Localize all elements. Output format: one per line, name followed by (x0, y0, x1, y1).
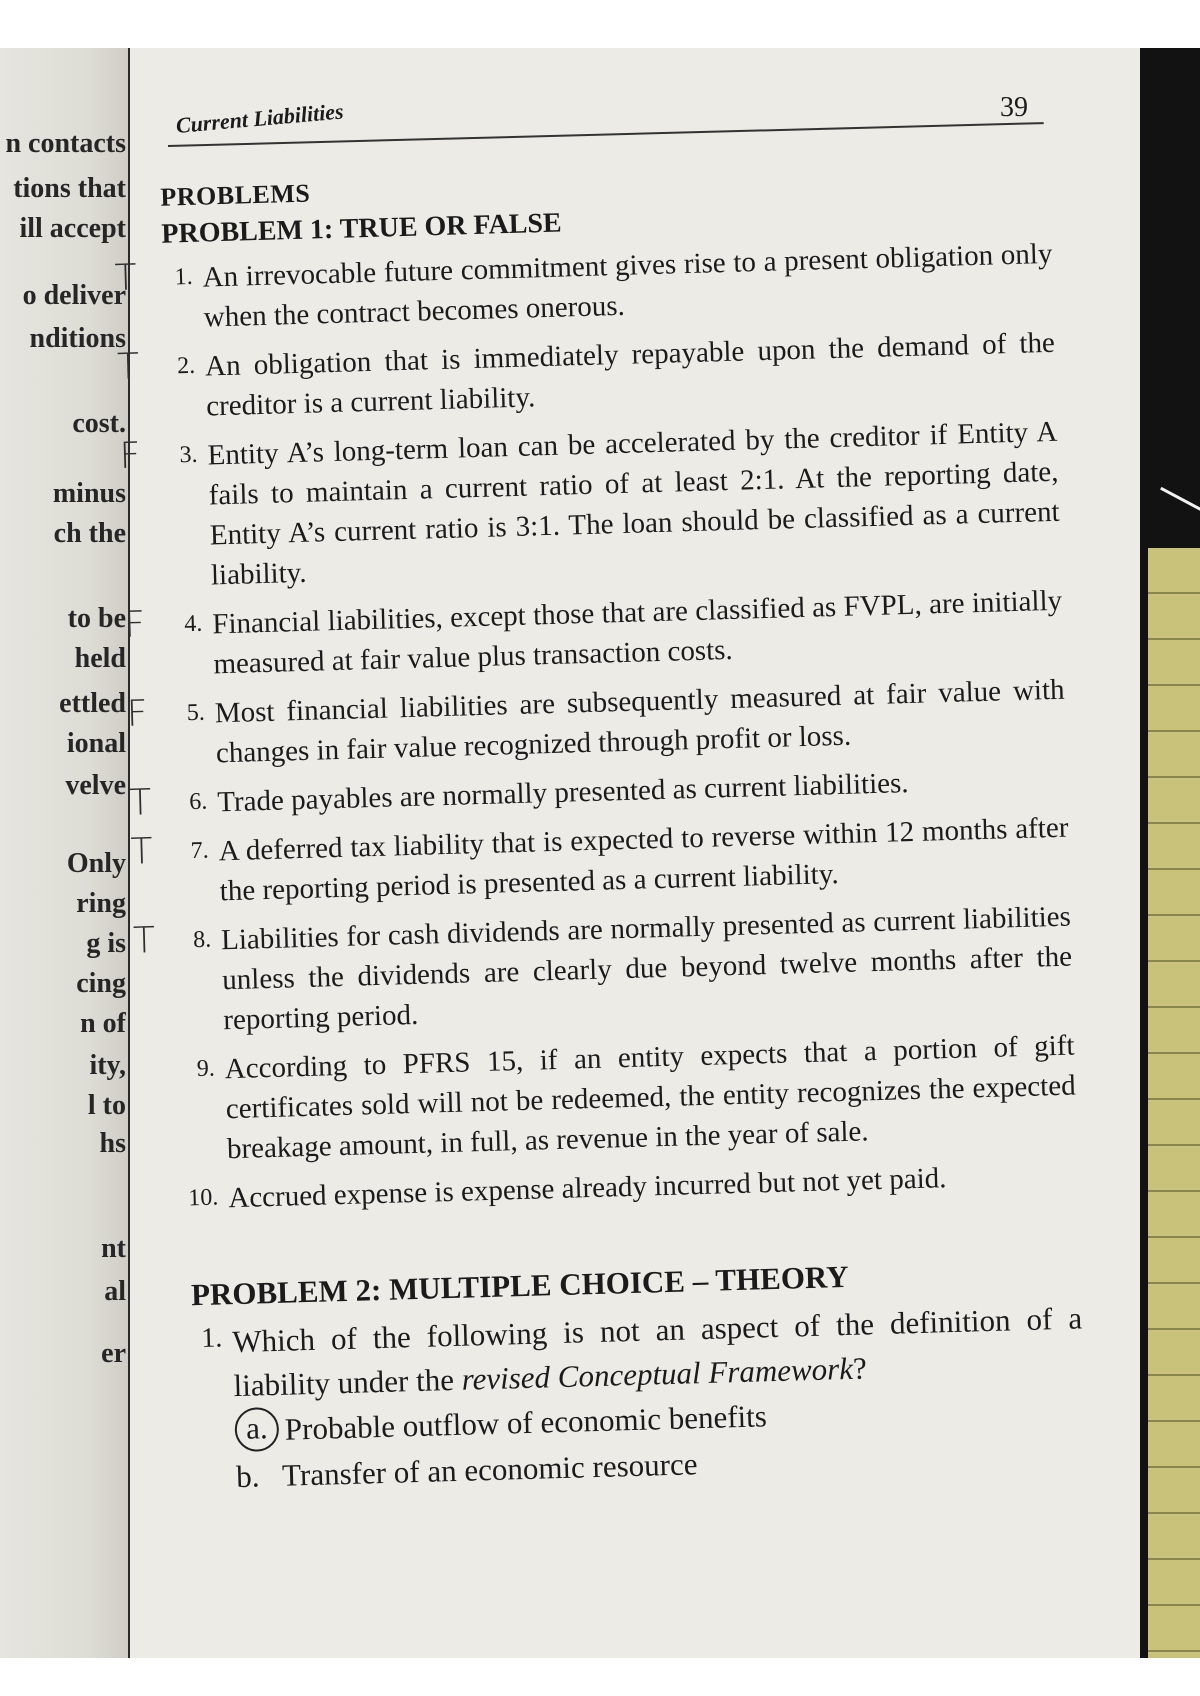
previous-page-fragment: o deliver (22, 280, 126, 311)
handwritten-answer-mark: F (123, 604, 146, 646)
item-statement: A deferred tax liability that is expected to reverse within 12 months after the reporting period is presented as a current liability. (218, 811, 1069, 908)
previous-page-fragment: ettled (59, 688, 126, 719)
item-number: 1. (174, 263, 193, 291)
true-false-item (123, 581, 1064, 686)
previous-page-fragment: cost. (72, 408, 126, 439)
choice-letter: b. (235, 1458, 260, 1495)
true-false-item (130, 808, 1070, 913)
problem-1-title: PROBLEM 1: TRUE OR FALSE (161, 207, 563, 250)
item-number: 9. (196, 1055, 216, 1083)
ruled-card (1148, 548, 1200, 1658)
previous-page-fragment: ill accept (19, 213, 126, 244)
handwritten-answer-mark: T (116, 346, 140, 388)
true-false-item (116, 323, 1057, 428)
true-false-item (132, 897, 1074, 1042)
problem-2-title: PROBLEM 2: MULTIPLE CHOICE – THEORY (190, 1258, 850, 1313)
previous-page-fragment: tions that (13, 173, 126, 204)
previous-page-fragment: al (104, 1276, 126, 1307)
previous-page-fragment: to be (67, 603, 126, 634)
previous-page-fragments (0, 48, 126, 1658)
question-text-end: ? (852, 1350, 868, 1386)
previous-page-fragment: n contacts (5, 128, 126, 159)
item-number: 10. (188, 1184, 219, 1212)
light-streak (1160, 487, 1200, 512)
true-false-item (126, 670, 1066, 775)
question-text-italic: revised Conceptual Framework (461, 1350, 854, 1397)
previous-page-fragment: cing (76, 968, 126, 999)
previous-page-fragment: ity, (89, 1050, 126, 1081)
item-statement: According to PFRS 15, if an entity expects that a portion of gift certificates sold will not be redeemed, the entity recognizes the expected breakage amount, in full, as revenue in the year of sale. (224, 1029, 1077, 1166)
previous-page-fragment: Only (66, 848, 126, 879)
handwritten-answer-mark: T (132, 920, 156, 962)
choice-text: Transfer of an economic resource (281, 1446, 698, 1493)
previous-page-fragment: nditions (29, 323, 126, 354)
page-number: 39 (1000, 92, 1028, 123)
previous-page-fragment: minus (52, 478, 126, 509)
handwritten-answer-mark: T (128, 782, 152, 824)
previous-page-fragment: g is (86, 928, 126, 959)
previous-page-fragment: ional (66, 728, 126, 759)
previous-page-fragment: l to (87, 1090, 126, 1121)
previous-page-edge (0, 48, 130, 1658)
handwritten-answer-mark (136, 1055, 168, 1056)
running-head: Current Liabilities (174, 98, 345, 138)
handwritten-answer-mark: T (114, 257, 138, 300)
item-number: 5. (186, 699, 206, 727)
true-false-list (114, 234, 1078, 1220)
item-number: 8. (192, 926, 212, 954)
item-statement: Most financial liabilities are subsequently measured at fair value with changes in fair value recognized through profit or loss. (214, 673, 1065, 770)
item-statement: An obligation that is immediately repayable upon the demand of the creditor is a current liability. (204, 326, 1056, 423)
previous-page-fragment: nt (101, 1233, 126, 1264)
true-false-item (174, 1026, 1077, 1171)
page-content (114, 158, 1086, 1502)
previous-page-fragment: er (101, 1338, 126, 1369)
binder-background (1140, 48, 1200, 1658)
previous-page-fragment: hs (99, 1128, 126, 1159)
item-statement: Accrued expense is expense already incurred but not yet paid. (227, 1162, 947, 1215)
choice-text: Probable outflow of economic benefits (284, 1398, 768, 1447)
item-statement: Entity A’s long-term loan can be accelerated by the creditor if Entity A fails to maintain a current ratio of at least 2:1. At the reporting date, Entity A’s current ratio is 3:1. The loan should be classified as a current liability. (207, 415, 1060, 592)
question-number: 1. (200, 1322, 223, 1355)
item-statement: An irrevocable future commitment gives rise to a present obligation only when the contract becomes onerous. (202, 237, 1053, 334)
item-statement: Trade payables are normally presented as current liabilities. (216, 767, 909, 819)
item-statement: Financial liabilities, except those that are classified as FVPL, are initially measured at fair value plus transaction costs. (211, 584, 1063, 681)
item-statement: Liabilities for cash dividends are normally presented as current liabilities unless the dividends are clearly due beyond twelve months after the reporting period. (220, 900, 1073, 1037)
true-false-item (119, 412, 1061, 597)
handwritten-answer-mark: T (130, 831, 154, 873)
item-number: 2. (176, 352, 196, 380)
question-text-start: Which of the following is not an aspect of the definition of a liability under the (231, 1300, 1083, 1404)
previous-page-fragment: held (74, 643, 126, 674)
handwritten-answer-mark (140, 1184, 172, 1185)
item-number: 3. (179, 441, 198, 469)
item-number: 6. (188, 788, 208, 816)
handwritten-answer-mark: F (126, 693, 149, 735)
section-title: PROBLEMS (159, 178, 311, 212)
true-false-item (114, 234, 1054, 339)
handwritten-answer-mark: F (119, 435, 141, 477)
item-number: 7. (190, 837, 210, 865)
item-number: 4. (183, 610, 203, 638)
book-page (0, 48, 1140, 1658)
previous-page-fragment: n of (80, 1008, 126, 1039)
previous-page-fragment: ch the (53, 518, 126, 549)
previous-page-fragment: velve (65, 770, 126, 801)
previous-page-fragment: ring (76, 888, 126, 919)
circled-choice-letter: a. (234, 1407, 279, 1452)
